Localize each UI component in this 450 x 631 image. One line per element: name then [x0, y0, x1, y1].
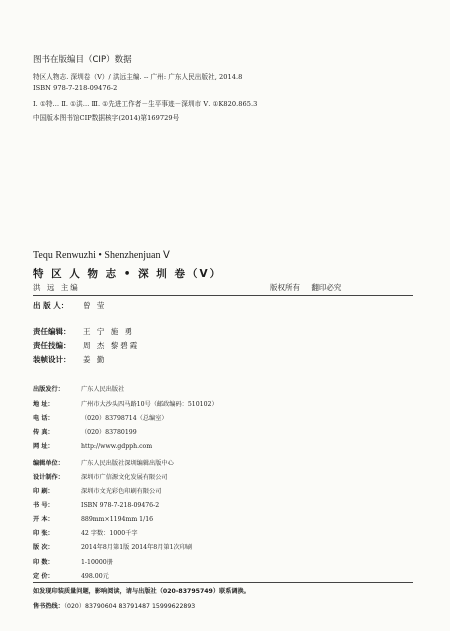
pub-row [33, 514, 153, 523]
cip-line: 中国版本图书馆CIP数据核字(2014)第169729号 [33, 114, 180, 122]
editor-credit: 洪 远 主编 [33, 283, 80, 292]
staff-value: 曾 莹 [83, 301, 107, 310]
pub-label: 传 真： [33, 429, 54, 436]
pub-row [33, 486, 161, 495]
pub-label: 定 价： [33, 573, 54, 580]
pub-value: 42 字数：1000千字 [81, 530, 138, 537]
pub-value: （020）83798714（总编室） [81, 415, 168, 422]
rights-text: 版权所有 [270, 283, 300, 292]
pub-label: 电 话： [33, 415, 54, 422]
pub-value: 深圳市广信源文化发展有限公司 [81, 474, 168, 481]
staff-value: 姜 勤 [83, 355, 107, 364]
pub-label: 网 址： [33, 443, 54, 450]
pub-row [33, 500, 159, 509]
staff-label: 出 版 人： [33, 301, 69, 310]
pub-row [33, 399, 218, 408]
pub-row [33, 458, 174, 467]
pub-value: 498.00元 [81, 573, 109, 580]
pub-label: 版 次： [33, 544, 54, 551]
pub-row [33, 557, 113, 566]
pub-value: 深圳市文光彩色印刷有限公司 [81, 488, 162, 495]
pub-row [33, 542, 192, 551]
hotline-label: 售书热线： [33, 603, 64, 610]
pub-value: ISBN 978-7-218-09476-2 [81, 502, 160, 509]
title-chinese: 特 区 人 物 志 • 深 圳 卷（Ⅴ） [33, 268, 223, 280]
cip-line: Ⅰ. ①特… Ⅱ. ①洪… Ⅲ. ①先进工作者－生平事迹－深圳市 Ⅴ. ①K820.865.3 [33, 100, 258, 108]
pub-row [33, 472, 168, 481]
staff-value: 周 杰 黎碧霞 [83, 341, 140, 350]
staff-label: 责任编辑： [33, 327, 71, 336]
pub-value: http://www.gdpph.com [81, 443, 153, 450]
pub-label: 印 张： [33, 530, 54, 537]
pub-value: （020）83780199 [81, 429, 137, 436]
pub-label: 印 刷： [33, 488, 54, 495]
title-latin: Tequ Renwuzhi • Shenzhenjuan Ⅴ [33, 250, 170, 261]
rights-notice [270, 282, 350, 293]
pub-value: 889mm×1194mm 1/16 [81, 516, 154, 523]
pub-value: 2014年8月第1版 2014年8月第1次印刷 [81, 544, 193, 551]
pub-label: 出版发行： [33, 386, 64, 393]
staff-value: 王 宁 施 勇 [83, 327, 135, 336]
pub-label: 印 数： [33, 559, 54, 566]
cip-heading: 图书在版编目（CIP）数据 [33, 55, 132, 65]
pub-value: 广州市大沙头四马路10号（邮政编码：510102） [81, 401, 218, 408]
staff-row-tech-editor [33, 340, 139, 351]
pub-value: 1-10000册 [81, 559, 113, 566]
pub-row [33, 571, 109, 580]
cip-line: 特区人物志. 深圳卷（V）/ 洪远主编. -- 广州: 广东人民出版社, 2014.8 [33, 73, 243, 81]
pub-row [33, 528, 138, 537]
pub-value: 广东人民出版社 [81, 386, 125, 393]
pub-row [33, 427, 137, 436]
staff-label: 装帧设计： [33, 355, 71, 364]
rights-text: 翻印必究 [311, 283, 342, 292]
divider [33, 582, 413, 583]
pub-value: 广东人民出版社深圳编辑出版中心 [81, 460, 174, 467]
staff-row-publisher [33, 300, 106, 311]
sales-hotline [33, 601, 195, 610]
pub-row [33, 413, 168, 422]
staff-row-editor [33, 326, 134, 337]
pub-row [33, 384, 124, 393]
hotline-value: （020）83790604 83791487 15999622893 [63, 603, 196, 610]
staff-label: 责任技编： [33, 341, 71, 350]
pub-label: 设计制作： [33, 474, 64, 481]
quality-notice: 如发现印装质量问题，影响阅读，请与出版社（020-83795749）联系调换。 [33, 588, 250, 595]
pub-label: 编辑单位： [33, 460, 64, 467]
pub-label: 书 号： [33, 502, 54, 509]
pub-label: 开 本： [33, 516, 54, 523]
pub-row [33, 441, 152, 450]
divider [33, 295, 413, 296]
pub-label: 地 址： [33, 401, 54, 408]
cip-line: ISBN 978-7-218-09476-2 [33, 84, 118, 92]
staff-row-designer [33, 354, 106, 365]
